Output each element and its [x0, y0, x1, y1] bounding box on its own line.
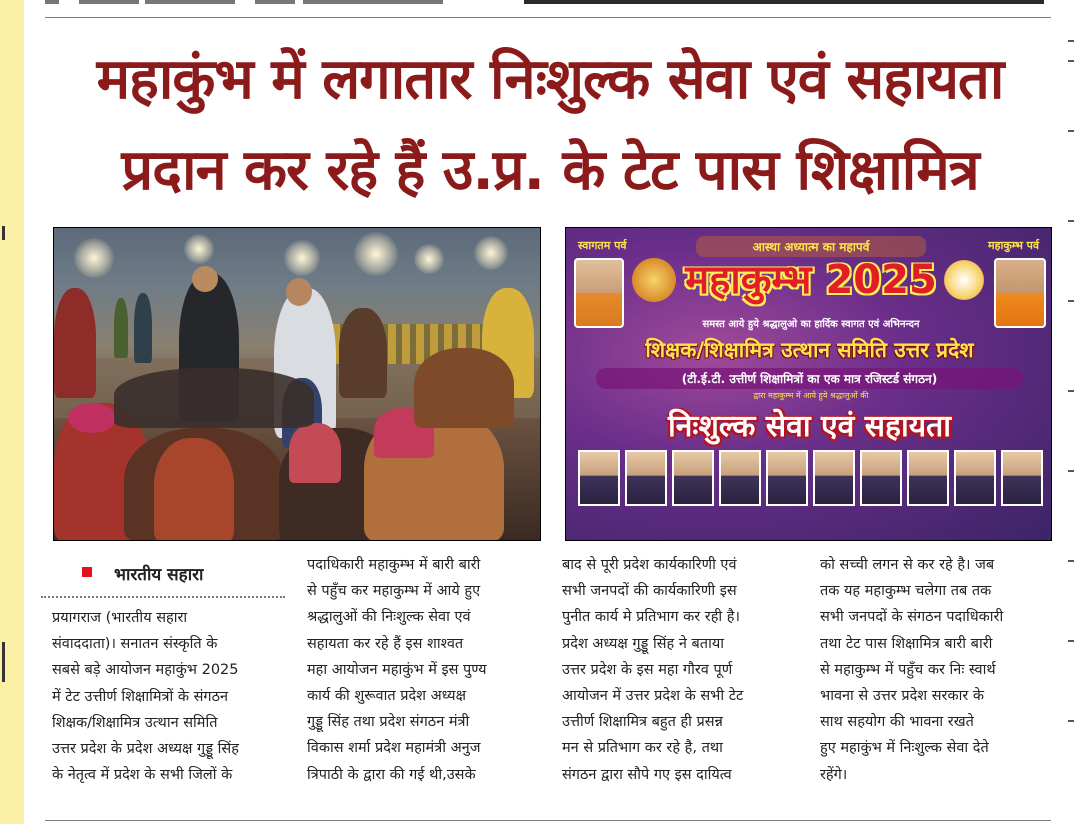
top-rule	[45, 17, 1051, 18]
margin-mark	[1068, 300, 1074, 302]
member-portrait	[766, 450, 808, 506]
member-portrait	[1001, 450, 1043, 506]
text-line: सबसे बड़े आयोजन महाकुंभ 2025	[52, 662, 239, 679]
banner-subtitle: (टी.ई.टी. उत्तीर्ण शिक्षामित्रों का एक मात्र रजिस्टर्ड संगठन)	[596, 368, 1023, 389]
text-line: से महाकुम्भ में पहुँच कर निः स्वार्थ	[820, 661, 996, 678]
member-portrait	[813, 450, 855, 506]
margin-mark	[1068, 560, 1074, 562]
text-line: पदाधिकारी महाकुम्भ में बारी बारी	[307, 557, 481, 573]
member-portrait	[625, 450, 667, 506]
article-column-2	[307, 552, 543, 788]
banner-corner-left: स्वागतम पर्व	[578, 239, 627, 252]
article-column-4	[820, 552, 1053, 788]
banner-seva-text: निःशुल्क सेवा एवं सहायता	[667, 409, 952, 444]
member-portrait	[672, 450, 714, 506]
margin-mark	[1068, 60, 1074, 62]
text-line: संगठन द्वारा सौपे गए इस दायित्व	[562, 766, 732, 783]
left-margin-strip	[0, 0, 24, 824]
text-line: में टेट उत्तीर्ण शिक्षामित्रों के संगठन	[52, 688, 229, 705]
text-line: कार्य की शुरूवात प्रदेश अध्यक्ष	[307, 687, 466, 704]
margin-mark	[1068, 470, 1074, 472]
text-line: उत्तर प्रदेश के इस महा गौरव पूर्ण	[562, 661, 733, 678]
text-line: सहायता कर रहे हैं इस शाश्वत	[307, 635, 464, 652]
text-line: रहेंगे।	[820, 766, 848, 783]
text-line: श्रद्धालुओं की निःशुल्क सेवा एवं	[307, 609, 471, 626]
banner-organization: शिक्षक/शिक्षामित्र उत्थान समिति उत्तर प्रदेश	[645, 338, 974, 362]
text-line: गुड्डू सिंह तथा प्रदेश संगठन मंत्री	[307, 714, 470, 731]
margin-mark	[1068, 130, 1074, 132]
news-photo-banner	[565, 227, 1052, 541]
margin-mark	[1068, 390, 1074, 392]
text-line: से पहुँच कर महाकुम्भ में आये हुए	[307, 583, 481, 600]
margin-mark	[1068, 720, 1074, 722]
news-photo-seva	[53, 227, 541, 541]
byline: भारतीय सहारा	[114, 565, 204, 585]
member-portrait	[907, 450, 949, 506]
bottom-rule	[45, 820, 1051, 821]
banner-member-portraits	[574, 450, 1045, 534]
text-line: भावना से उत्तर प्रदेश सरकार के	[820, 687, 985, 704]
text-line: प्रदेश अध्यक्ष गुड्डू सिंह ने बताया	[562, 635, 724, 652]
text-line: सभी जनपदों के संगठन पदाधिकारी	[820, 609, 1004, 626]
headline-line-2: प्रदान कर रहे हैं उ.प्र. के टेट पास शिक्षामित्र	[121, 138, 979, 203]
margin-mark	[1068, 40, 1074, 42]
member-portrait	[578, 450, 620, 506]
text-line: पुनीत कार्य मे प्रतिभाग कर रही है।	[562, 609, 740, 626]
text-line: हुए महाकुंभ में निःशुल्क सेवा देते	[820, 740, 989, 757]
banner-corner-right: महाकुम्भ पर्व	[988, 239, 1039, 252]
headline-line-1: महाकुंभ में लगातार निःशुल्क सेवा एवं सहायता	[96, 47, 1004, 112]
text-line: के नेतृत्व में प्रदेश के सभी जिलों के	[52, 767, 233, 784]
text-line: विकास शर्मा प्रदेश महामंत्री अनुज	[307, 740, 481, 757]
margin-mark	[1068, 640, 1074, 642]
emblem-left	[632, 258, 676, 302]
text-line: सभी जनपदों की कार्यकारिणी इस	[562, 583, 737, 600]
previous-article-cutoff	[45, 0, 475, 8]
text-line: साथ सहयोग की भावना रखते	[820, 714, 974, 731]
article-column-1	[52, 605, 284, 788]
text-line: आयोजन में उत्तर प्रदेश के सभी टेट	[562, 687, 744, 704]
banner-top-tag: आस्था अध्यात्म का महापर्व	[696, 236, 926, 257]
byline-dotted-rule	[41, 596, 285, 598]
byline-square-icon	[82, 567, 92, 577]
previous-photo-edge	[524, 0, 1044, 4]
member-portrait	[860, 450, 902, 506]
article-column-3	[562, 552, 800, 788]
margin-mark	[2, 642, 5, 682]
text-line: को सच्ची लगन से कर रहे है। जब	[820, 557, 995, 573]
text-line: तक यह महाकुम्भ चलेगा तब तक	[820, 583, 992, 600]
text-line: शिक्षक/शिक्षामित्र उत्थान समिति	[52, 714, 218, 731]
emblem-right	[944, 260, 984, 300]
banner-welcome: समस्त आये हुये श्रद्धालुओ का हार्दिक स्वागत एवं अभिनन्दन	[702, 319, 920, 330]
margin-mark	[1068, 220, 1074, 222]
text-line: प्रयागराज (भारतीय सहारा	[52, 610, 188, 626]
text-line: मन से प्रतिभाग कर रहे है, तथा	[562, 740, 723, 757]
text-line: बाद से पूरी प्रदेश कार्यकारिणी एवं	[562, 557, 737, 573]
text-line: तथा टेट पास शिक्षामित्र बारी बारी	[820, 635, 993, 652]
banner-title: महाकुम्भ 2025	[685, 257, 937, 303]
member-portrait	[719, 450, 761, 506]
right-margin	[1058, 0, 1078, 824]
banner-small-line: द्वारा महाकुम्भ में आये हुये श्रद्धालुओं की	[753, 391, 869, 400]
text-line: महा आयोजन महाकुंभ में इस पुण्य	[307, 661, 487, 678]
text-line: संवाददाता)। सनातन संस्कृति के	[52, 636, 218, 653]
text-line: उत्तर प्रदेश के प्रदेश अध्यक्ष गुड्डू सिंह	[52, 740, 239, 757]
text-line: त्रिपाठी के द्वारा की गई थी,उसके	[307, 766, 476, 783]
text-line: उत्तीर्ण शिक्षामित्र बहुत ही प्रसन्न	[562, 714, 723, 731]
member-portrait	[954, 450, 996, 506]
margin-mark	[2, 226, 5, 240]
